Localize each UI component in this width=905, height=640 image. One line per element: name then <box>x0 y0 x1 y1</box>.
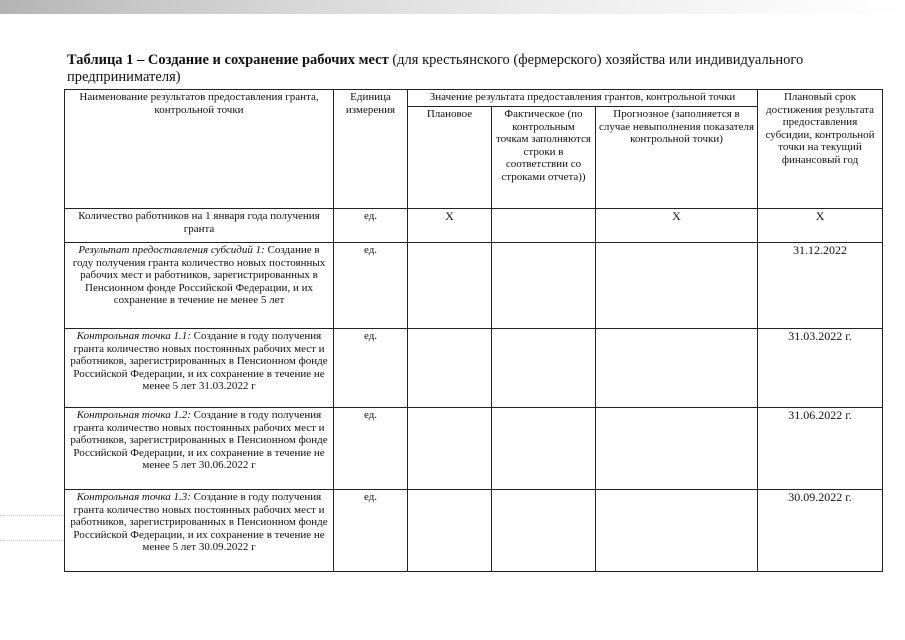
scan-shadow-edge <box>0 0 905 14</box>
row-label <box>65 329 334 408</box>
table-row <box>65 209 883 243</box>
row-label-text: Создание в году получения гранта количество новых постоянных рабочих мест и работников, зарегистрированных в Пенсионном фонде Российской Федерации, и их сохранение в течение не менее 5 лет 30.06.2022 г <box>70 409 328 471</box>
row-forecast <box>596 408 758 490</box>
row-label <box>65 209 334 243</box>
row-actual <box>492 243 596 329</box>
row-planned: Х <box>408 209 492 243</box>
row-unit: ед. <box>334 408 408 490</box>
table-row <box>65 408 883 490</box>
row-planned <box>408 408 492 490</box>
row-actual <box>492 209 596 243</box>
row-unit: ед. <box>334 209 408 243</box>
scan-margin-artifact <box>0 515 64 541</box>
row-planned <box>408 329 492 408</box>
row-actual <box>492 490 596 572</box>
row-label-text: Создание в году получения гранта количество новых постоянных рабочих мест и работников, зарегистрированных в Пенсионном фонде Российской Федерации, и их сохранение в течение не менее 5 лет 31.03.2022 г <box>70 330 328 392</box>
table-row <box>65 329 883 408</box>
table-title <box>67 52 867 86</box>
row-label-italic: Контрольная точка 1.2: <box>76 409 191 421</box>
table-row <box>65 490 883 572</box>
row-label-text: Создание в году получения гранта количество новых постоянных рабочих мест и работников, зарегистрированных в Пенсионном фонде Российской Федерации, и их сохранение в течение не менее 5 лет <box>72 244 326 306</box>
header-forecast: Прогнозное (заполняется в случае невыполнения показателя контрольной точки) <box>596 107 758 209</box>
row-planned <box>408 243 492 329</box>
row-deadline: 31.12.2022 <box>758 243 883 329</box>
row-label <box>65 408 334 490</box>
row-forecast <box>596 490 758 572</box>
row-label-text: Создание в году получения гранта количество новых постоянных рабочих мест и работников, зарегистрированных в Пенсионном фонде Российской Федерации, и их сохранение в течение не менее 5 лет 30.09.2022 г <box>70 491 328 553</box>
header-name: Наименование результатов предоставления гранта, контрольной точки <box>65 90 334 209</box>
row-deadline: 31.03.2022 г. <box>758 329 883 408</box>
row-forecast: Х <box>596 209 758 243</box>
row-forecast <box>596 243 758 329</box>
header-value-group: Значение результата предоставления грантов, контрольной точки <box>408 90 758 107</box>
row-planned <box>408 490 492 572</box>
table-row <box>65 243 883 329</box>
header-unit: Единица измерения <box>334 90 408 209</box>
results-table <box>64 89 883 572</box>
row-label <box>65 243 334 329</box>
row-label-italic: Контрольная точка 1.3: <box>76 491 191 503</box>
row-label-italic: Контрольная точка 1.1: <box>76 330 191 342</box>
row-label-text: Количество работников на 1 января года получения гранта <box>78 210 320 235</box>
row-actual <box>492 408 596 490</box>
header-planned: Плановое <box>408 107 492 209</box>
row-unit: ед. <box>334 329 408 408</box>
row-actual <box>492 329 596 408</box>
row-unit: ед. <box>334 243 408 329</box>
table-title-bold: Таблица 1 – Создание и сохранение рабочих мест <box>67 52 389 68</box>
row-deadline: Х <box>758 209 883 243</box>
row-unit: ед. <box>334 490 408 572</box>
row-forecast <box>596 329 758 408</box>
header-row-1 <box>65 90 883 107</box>
row-label-italic: Результат предоставления субсидий 1: <box>78 244 265 256</box>
row-deadline: 30.09.2022 г. <box>758 490 883 572</box>
header-deadline: Плановый срок достижения результата предоставления субсидии, контрольной точки на текущий финансовый год <box>758 90 883 209</box>
header-actual: Фактическое (по контрольным точкам заполняются строки в соответствии со строками отчета)) <box>492 107 596 209</box>
row-label <box>65 490 334 572</box>
table-title-rest: (для крестьянского (фермерского) хозяйства или индивидуального предпринимателя) <box>67 52 804 85</box>
row-deadline: 31.06.2022 г. <box>758 408 883 490</box>
